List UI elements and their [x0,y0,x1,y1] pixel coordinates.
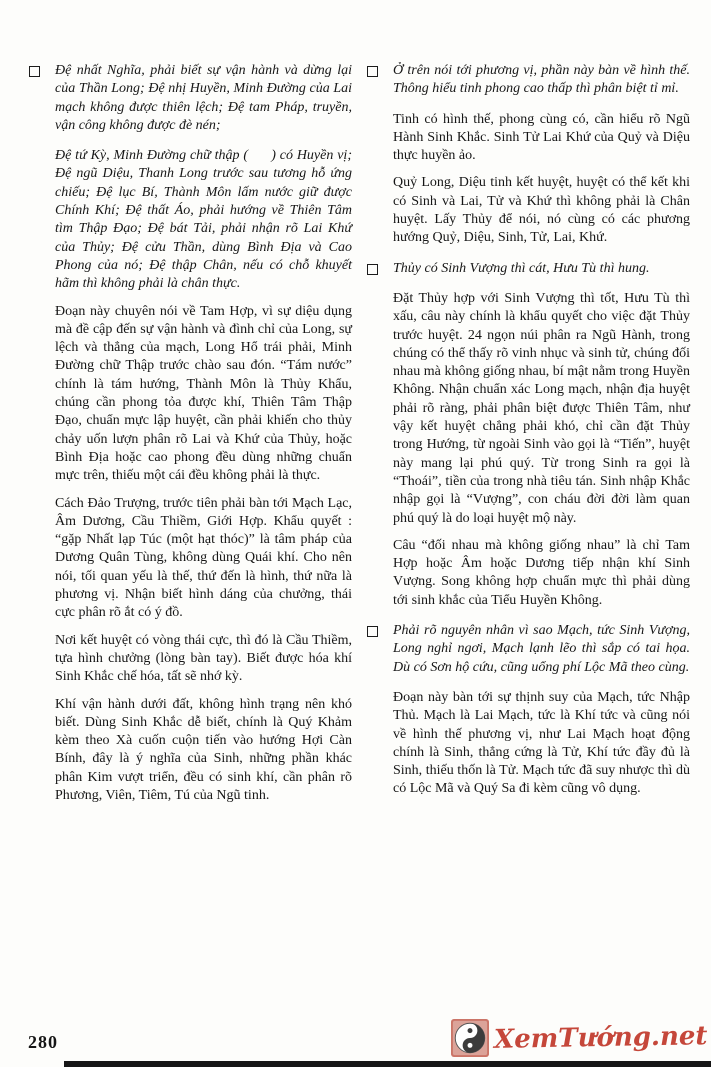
checkbox-bullet-icon [367,626,378,637]
paragraph: Đệ nhất Nghĩa, phải biết sự vận hành và dừng lại của Thần Long; Đệ nhị Huyền, Minh Đường của Lai mạch không được thiên lệch; Đệ tam Pháp, truyền, vận công không được đè nén; [55,63,352,133]
checkbox-bullet-icon [367,66,378,77]
left-column [28,58,352,814]
right-column [366,58,690,814]
paragraph: Cách Đảo Trượng, trước tiên phải bàn tới Mạch Lạc, Âm Dương, Cầu Thiềm, Giới Hợp. Khẩu quyết : “gặp Nhất lạp Túc (một hạt thóc)” là tâm pháp của Dương Quân Tùng, không dùng Quái khí. Cho nên nói, tối quan yếu là thế, thứ đến là hình, thứ nữa là phương vị. Nhận biết hình dáng của chưởng, thái cực phân rõ ắt có ý đồ. [55,495,352,621]
paragraph: Đoạn này chuyên nói về Tam Hợp, vì sự diệu dụng mà đề cập đến sự vận hành và đình chỉ của Long, sự lệch và thẳng của mạch, Long Hổ trái phải, Minh Đường chữ Thập trước chào sau đón. “Tám nước” chính là tám hướng, Thành Môn là Thủy Khẩu, chúng cần phong tỏa được khí, Thiên Tâm Thập Đạo, chuẩn mực lập huyệt, cần phải khiến cho thủy chảy uốn lượn phân rõ Lai và Khứ của Thủy, hoặc Bình Địa hoặc cao phong đều dùng những chuẩn mực trên, thiếu một cái đều không phải là thực. [55,303,352,484]
logo-text: XemTướng.net [493,1021,708,1055]
paragraph: Thủy có Sinh Vượng thì cát, Hưu Tù thì hung. [393,260,650,276]
checkbox-bullet-icon [367,264,378,275]
paragraph: Đệ tứ Kỳ, Minh Đường chữ thập ( ) có Huyền vị; Đệ ngũ Diệu, Thanh Long trước sau tương hỗ ứng chiếu; Đệ lục Bí, Thành Môn lấm nước giữ được Chính Khí; Đệ thất Áo, phải hướng về Thiên Tâm tìm Thập Đạo; Đệ bát Tải, phải nhận rõ Lai Khứ của Thủy; Đệ cửu Thần, dùng Bình Địa và Cao Phong của nó; Đệ thập Chân, nếu có chỗ khuyết hãm thì không phải là chân thực. [55,148,352,292]
page-number: 280 [28,1032,58,1052]
paragraph: Khí vận hành dưới đất, không hình trạng nên khó biết. Dùng Sinh Khắc dễ biết, chính là Quý Khảm kèm theo Xà cuốn cuộn tiến vào hướng Hợi Càn Bính, đây là ý nghĩa của Sinh, những phần khác phân Kim vượt triển, đều có sinh khí, cần phân rõ Phương, Viên, Tiêm, Tú của Ngũ tinh. [55,696,352,803]
paragraph: Phải rõ nguyên nhân vì sao Mạch, tức Sinh Vượng, Long nghỉ ngơi, Mạch lạnh lẽo thì sắp có tai họa. Dù có Sơn hộ cứu, cũng uổng phí Lộc Mã theo cùng. [393,623,690,675]
bullet-item [393,622,690,677]
paragraph: Đặt Thủy hợp với Sinh Vượng thì tốt, Hưu Tù thì xấu, câu này chính là khẩu quyết cho việc đặt Thủy trước huyệt. 24 ngọn núi phân ra Ngũ Hành, trong chúng có thể thấy rõ vinh nhục và sinh tử, chúng đối nhau mà không giống nhau, bí mật nằm trong Huyền Không. Nhận chuẩn xác Long mạch, nhận địa huyệt phải rõ ràng, phải phân biệt được Thiên Tâm, như vậy kết huyệt chẳng phải khó, chỉ cần đặt Thủy trong Hướng, từ ngoài Sinh vào gọi là “Tiến”, huyệt này mang lại phú quý. Từ trong Sinh ra gọi là “Thoái”, tiền của trong nhà tiêu tán. Sinh nhập Khắc nhập gọi là “Vượng”, con cháu đời đời làm quan phú quý là do loại huyệt mộ này. [393,290,690,526]
page-bottom-edge [64,1061,711,1067]
bullet-item [393,62,690,99]
xemtuong-logo [451,1019,707,1057]
paragraph: Ở trên nói tới phương vị, phần này bàn về hình thế. Thông hiểu tinh phong cao thấp thì phân biệt tỉ mỉ. [393,63,690,97]
paragraph: Câu “đối nhau mà không giống nhau” là chỉ Tam Hợp hoặc Âm hoặc Dương tiếp nhận khí Sinh Vượng. Song không hợp chuẩn mực thì phải dùng tới sinh khắc của Tiểu Huyền Không. [393,537,690,608]
paragraph: Tinh có hình thế, phong cùng có, cần hiểu rõ Ngũ Hành Sinh Khắc. Sinh Tử Lai Khứ của Quỷ và Diệu thực huyền ảo. [393,111,690,164]
checkbox-bullet-icon [29,66,40,77]
bullet-item [393,260,690,278]
paragraph: Nơi kết huyệt có vòng thái cực, thì đó là Cầu Thiềm, tựa hình chưởng (lòng bàn tay). Biết được hóa khí Sinh Khắc chế hóa, tất sẽ nhớ kỳ. [55,632,352,685]
paragraph: Đoạn này bàn tới sự thịnh suy của Mạch, tức Nhập Thủ. Mạch là Lai Mạch, tức là Khí tức và cũng nói về hình thế phương vị, như Lai Mạch hoạt động chính là Sinh, thẳng cứng là Tử, Khí tức đầy đủ là Sinh, thiếu thốn là Tử. Mạch tức đã suy nhược thì dù có Lộc Mã và Quý Sa đi kèm cũng vô dụng. [393,689,690,797]
bullet-item [55,62,352,135]
paragraph: Quỷ Long, Diệu tinh kết huyệt, huyệt có thể kết khi có Sinh và Lai, Tử và Khứ thì không phải là Chân huyệt. Lấy Thủy để nói, nó cùng có các phương hướng Quỷ, Diệu, Sinh, Tử, Lai, Khứ. [393,175,690,246]
yin-yang-icon [451,1019,489,1057]
